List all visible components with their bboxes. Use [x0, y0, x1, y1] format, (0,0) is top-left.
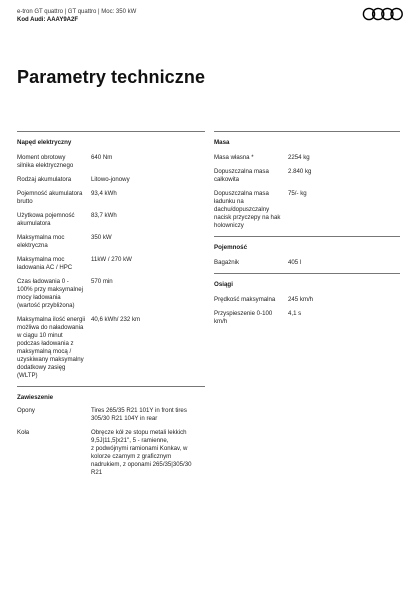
spec-label: Bagażnik: [214, 259, 240, 266]
spec-row: [214, 154, 400, 162]
spec-value: 2254 kg: [288, 154, 310, 161]
left-column: [17, 131, 205, 386]
spec-row: [17, 190, 205, 206]
section-title: Osiągi: [214, 281, 233, 288]
spec-label: Rodzaj akumulatora: [17, 176, 72, 183]
spec-label: Użytkowa pojemność akumulatora: [17, 212, 75, 227]
spec-label: Przyspieszenie 0-100 km/h: [214, 310, 273, 325]
spec-value: 40,6 kWh/ 232 km: [91, 316, 141, 323]
model-line: e-tron GT quattro | GT quattro | Moc: 350 kW: [17, 9, 137, 15]
section-title: Zawieszenie: [17, 394, 54, 401]
spec-row: [17, 154, 205, 170]
spec-label: Pojemność akumulatora brutto: [17, 190, 83, 205]
spec-value: 2.840 kg: [288, 168, 312, 175]
spec-label: Dopuszczalna masa całkowita: [214, 168, 269, 183]
spec-label: Maksymalna ilość energii możliwa do naładowania w ciągu 10 minut podczas ładowania z maksymalną mocą / uzyskiwany maksymalny dodatkowy zasięg (WLTP): [17, 316, 86, 379]
spec-row: [214, 168, 400, 184]
section-zawieszenie-wrapper: [17, 386, 405, 483]
spec-label: Maksymalna moc elektryczna: [17, 234, 65, 249]
spec-value: Tires 265/35 R21 101Y in front tires 305/30 R21 104Y in rear: [91, 407, 187, 422]
spec-label: Moment obrotowy silnika elektrycznego: [17, 154, 74, 169]
section-masa: [214, 131, 400, 230]
spec-value: 75/- kg: [288, 190, 307, 197]
section-naped-elektryczny: [17, 131, 205, 380]
spec-row: [214, 310, 400, 326]
audi-rings-logo: [362, 7, 404, 21]
spec-label: Dopuszczalna masa ładunku na dachu/dopuszczalny nacisk przyczepy na hak holowniczy: [214, 190, 281, 229]
spec-value: 11kW / 270 kW: [91, 256, 132, 263]
spec-row: [17, 429, 405, 477]
spec-value: 245 km/h: [288, 296, 314, 303]
spec-row: [17, 407, 405, 423]
spec-value: Obręcze kół ze stopu metali lekkich 9,5J|11,5]x21", 5 - ramienne, z podwójnymi ramionami Konkav, w kolorze czarnym z graficznym nadrukiem, z oponami 265/35|305/30 R21: [91, 429, 192, 476]
page-title: Parametry techniczne: [17, 67, 206, 87]
spec-value: 640 Nm: [91, 154, 113, 161]
spec-value: Litowo-jonowy: [91, 176, 130, 183]
spec-label: Prędkość maksymalna: [214, 296, 276, 303]
section-title: Napęd elektryczny: [17, 139, 72, 146]
spec-row: [214, 259, 400, 267]
spec-label: Masa własna *: [214, 154, 254, 161]
section-title: Masa: [214, 139, 230, 146]
section-osiagi: [214, 273, 400, 326]
spec-value: 93,4 kWh: [91, 190, 117, 197]
spec-row: [17, 316, 205, 380]
spec-value: 4,1 s: [288, 310, 302, 317]
spec-row: [17, 278, 205, 310]
spec-value: 350 kW: [91, 234, 112, 241]
audi-code: Kod Audi: AAAY9A2F: [17, 17, 79, 23]
spec-label: Czas ładowania 0 - 100% przy maksymalnej mocy ładowania (wartość przybliżona): [17, 278, 84, 309]
spec-row: [214, 296, 400, 304]
spec-row: [17, 176, 205, 184]
spec-label: Opony: [17, 407, 35, 414]
section-title: Pojemność: [214, 244, 248, 251]
spec-row: [214, 190, 400, 230]
spec-label: Koła: [17, 429, 30, 436]
spec-value: 405 l: [288, 259, 302, 266]
spec-value: 570 min: [91, 278, 113, 285]
spec-value: 83,7 kWh: [91, 212, 117, 219]
spec-label: Maksymalna moc ładowania AC / HPC: [17, 256, 73, 271]
section-pojemnosc: [214, 236, 400, 267]
section-zawieszenie: [17, 386, 205, 402]
document-header: [17, 8, 136, 24]
spec-row: [17, 256, 205, 272]
right-column: [214, 131, 400, 332]
spec-row: [17, 212, 205, 228]
spec-row: [17, 234, 205, 250]
